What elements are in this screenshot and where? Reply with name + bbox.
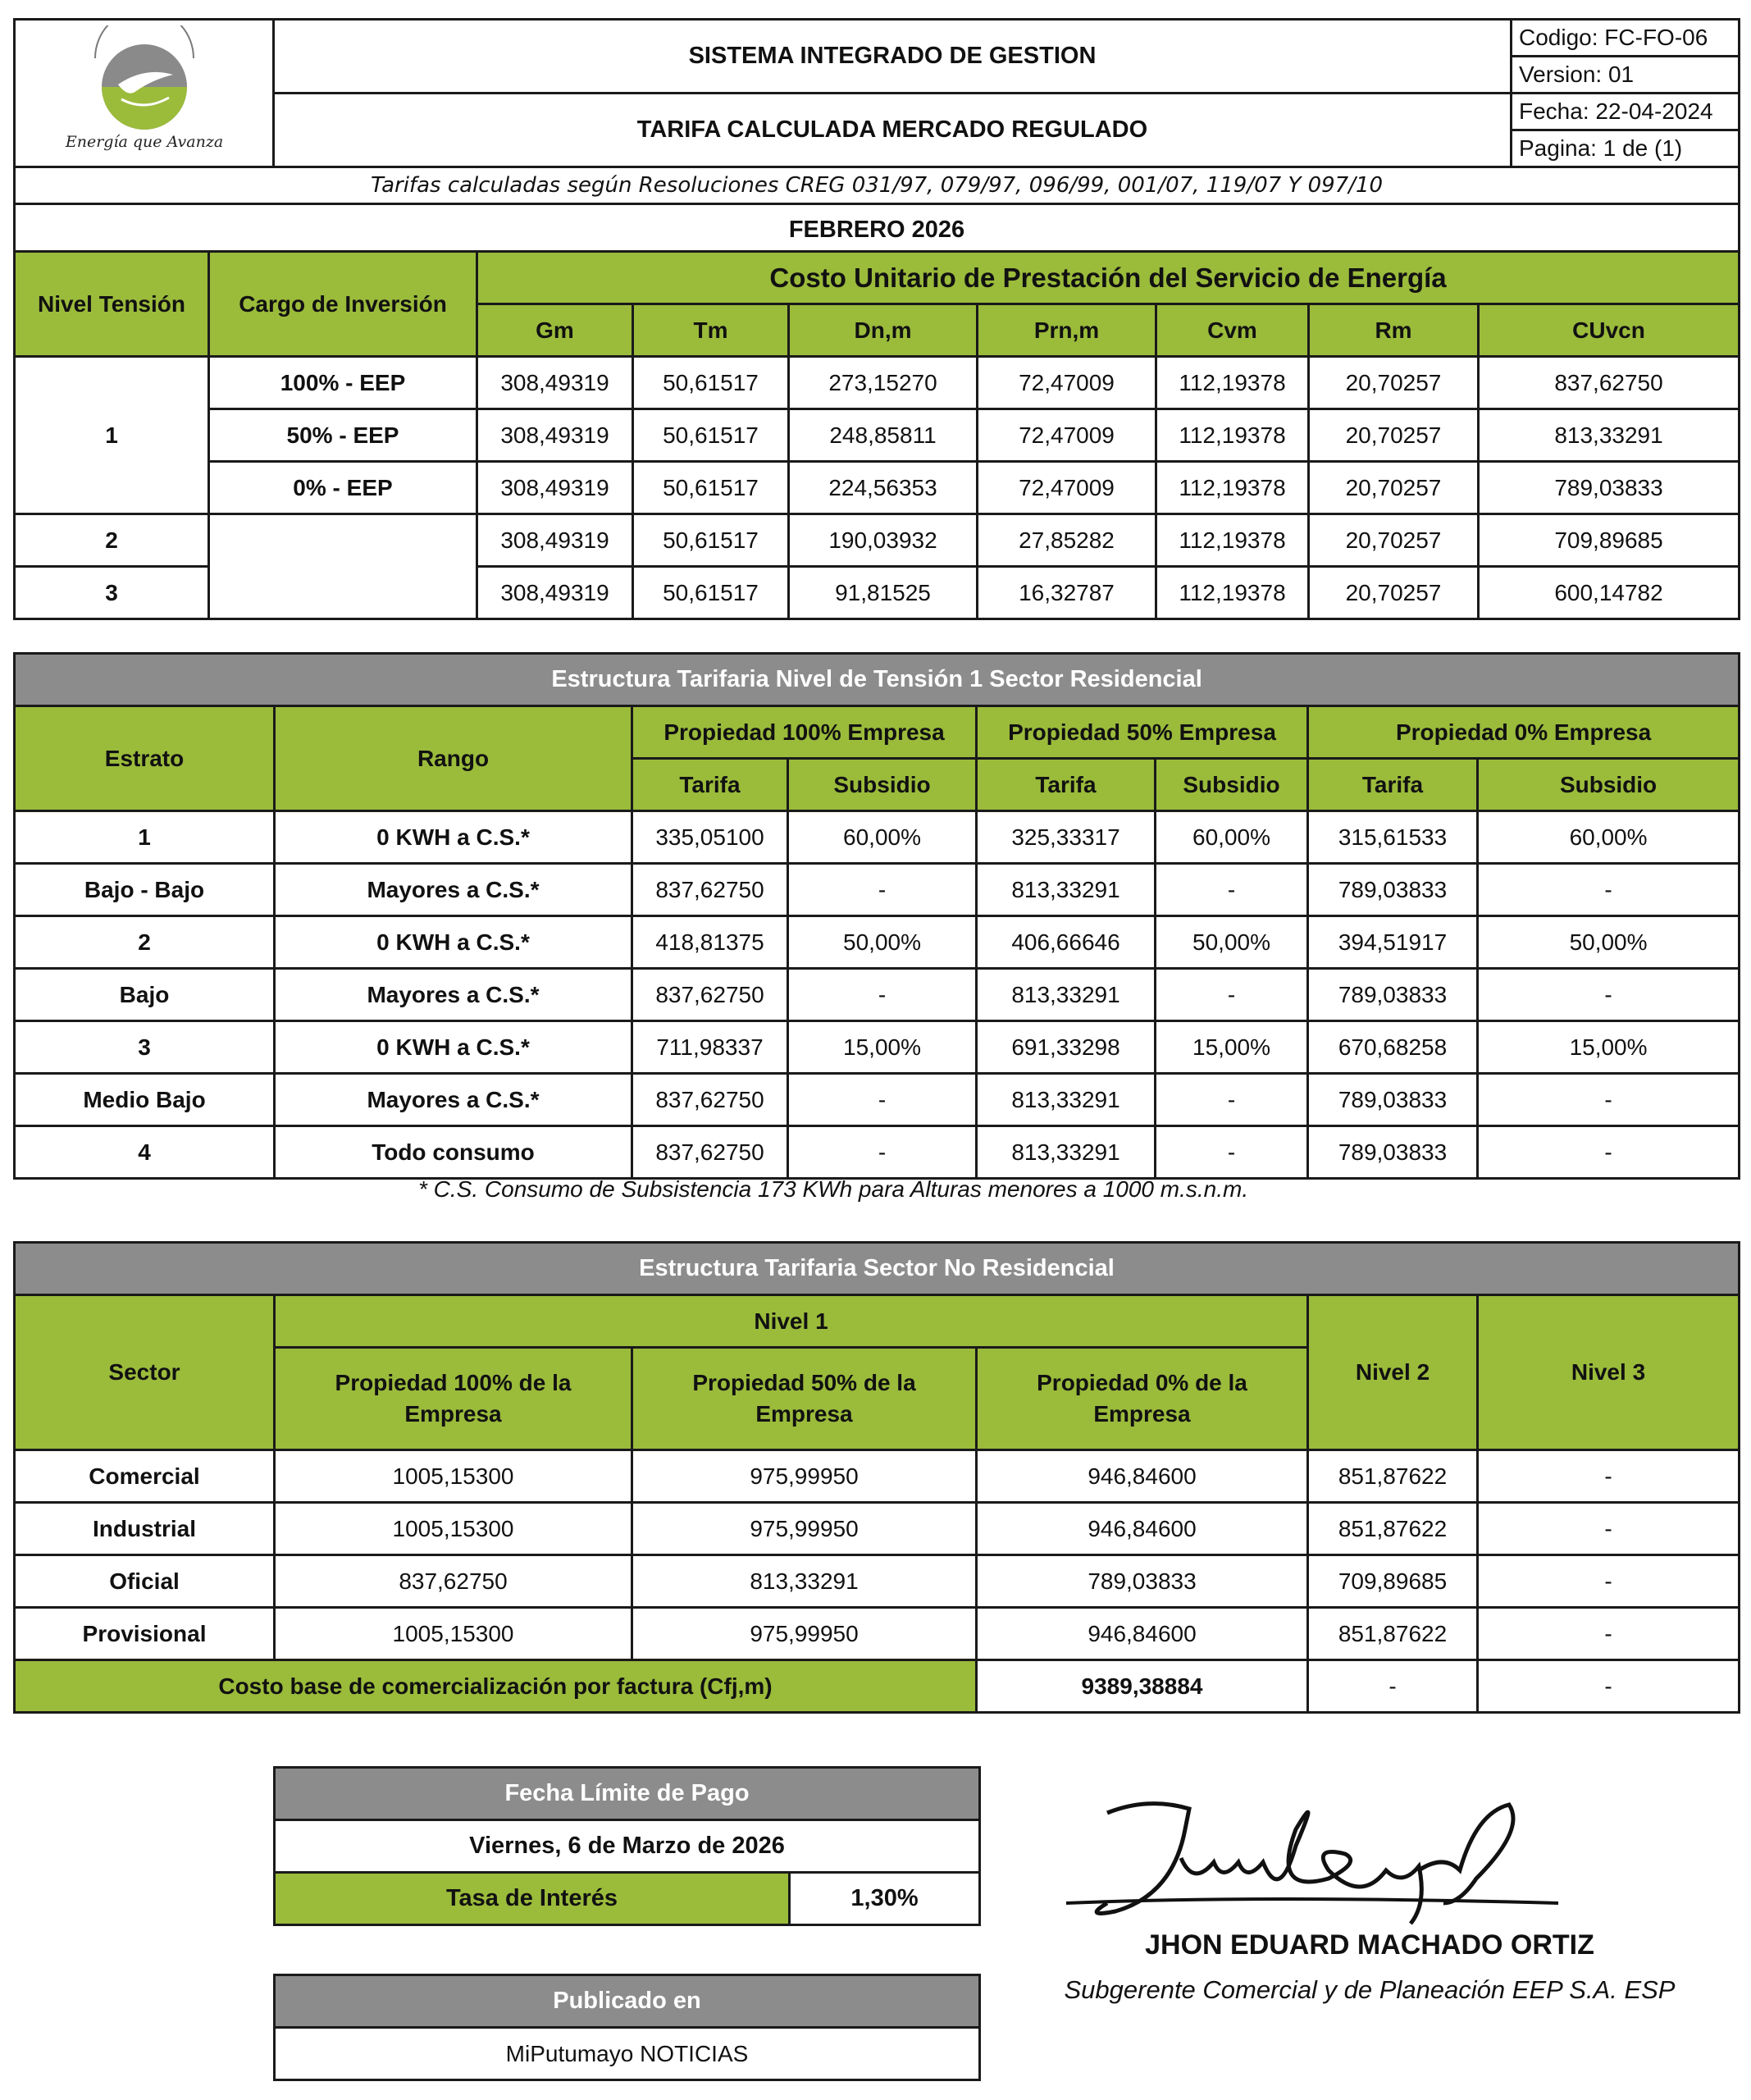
value-cell: 837,62750 xyxy=(1479,357,1740,409)
col-tm: Tm xyxy=(633,304,789,357)
meta-block-top xyxy=(1512,20,1740,94)
group-prop100: Propiedad 100% Empresa xyxy=(632,706,977,759)
value-cell: 20,70257 xyxy=(1309,409,1479,462)
col-subsidio: Subsidio xyxy=(1478,759,1740,811)
col-nivel1: Nivel 1 xyxy=(275,1295,1308,1348)
value-cell: 789,03833 xyxy=(977,1555,1308,1608)
fecha-limite-pago-table xyxy=(273,1766,981,1926)
col-subsidio: Subsidio xyxy=(788,759,977,811)
value-cell: 789,03833 xyxy=(1308,1126,1478,1179)
value-cell: 20,70257 xyxy=(1309,462,1479,514)
value-cell: - xyxy=(1156,1126,1308,1179)
value-cell: - xyxy=(1478,1555,1740,1608)
sector-cell: Comercial xyxy=(15,1450,275,1503)
value-cell: 50,00% xyxy=(1478,916,1740,969)
fecha-label: Fecha: 22-04-2024 xyxy=(1512,94,1738,131)
residencial-title: Estructura Tarifaria Nivel de Tensión 1 Sector Residencial xyxy=(15,654,1740,706)
value-cell: 50,61517 xyxy=(633,514,789,567)
value-cell: 711,98337 xyxy=(632,1021,788,1074)
table-row xyxy=(15,1608,1740,1660)
value-cell: 813,33291 xyxy=(977,864,1156,916)
value-cell: 1005,15300 xyxy=(275,1608,632,1660)
value-cell: 709,89685 xyxy=(1479,514,1740,567)
col-dnm: Dn,m xyxy=(789,304,978,357)
value-cell: 813,33291 xyxy=(977,969,1156,1021)
value-cell: 851,87622 xyxy=(1308,1450,1478,1503)
estrato-cell: Bajo xyxy=(15,969,275,1021)
col-gm: Gm xyxy=(477,304,633,357)
tasa-label: Tasa de Interés xyxy=(275,1873,790,1925)
col-subsidio: Subsidio xyxy=(1156,759,1308,811)
publicado-table xyxy=(273,1974,981,2081)
value-cell: 60,00% xyxy=(1156,811,1308,864)
value-cell: 813,33291 xyxy=(977,1126,1156,1179)
rango-cell: 0 KWH a C.S.* xyxy=(275,811,632,864)
version-label: Version: 01 xyxy=(1519,62,1635,87)
value-cell: 50,00% xyxy=(788,916,977,969)
table-row xyxy=(15,811,1740,864)
rango-cell: Mayores a C.S.* xyxy=(275,864,632,916)
group-prop0: Propiedad 0% Empresa xyxy=(1308,706,1740,759)
doc-title: TARIFA CALCULADA MERCADO REGULADO xyxy=(274,94,1512,167)
value-cell: 851,87622 xyxy=(1308,1608,1478,1660)
value-cell: 308,49319 xyxy=(477,462,633,514)
col-nivel3: Nivel 3 xyxy=(1478,1295,1740,1450)
codigo-label: Codigo: FC-FO-06 xyxy=(1512,21,1738,57)
value-cell: 50,61517 xyxy=(633,462,789,514)
resoluciones-note: Tarifas calculadas según Resoluciones CREG 031/97, 079/97, 096/99, 001/07, 119/07 Y 097/10 xyxy=(15,167,1740,204)
value-cell: 946,84600 xyxy=(977,1608,1308,1660)
signature-icon xyxy=(1017,1780,1722,1928)
value-cell: 27,85282 xyxy=(978,514,1156,567)
signer-title: Subgerente Comercial y de Planeación EEP S.A. ESP xyxy=(1064,1975,1676,2004)
table-row xyxy=(15,1074,1740,1126)
cargo-cell-empty xyxy=(209,514,477,619)
cargo-cell: 50% - EEP xyxy=(209,409,477,462)
cargo-cell: 0% - EEP xyxy=(209,462,477,514)
rango-cell: Todo consumo xyxy=(275,1126,632,1179)
publicado-medio: MiPutumayo NOTICIAS xyxy=(275,2028,980,2080)
tasa-value: 1,30% xyxy=(790,1873,980,1925)
no-residencial-title: Estructura Tarifaria Sector No Residencial xyxy=(15,1243,1740,1295)
col-prnm: Prn,m xyxy=(978,304,1156,357)
col-estrato: Estrato xyxy=(15,706,275,811)
value-cell: 946,84600 xyxy=(977,1503,1308,1555)
table-row xyxy=(15,1126,1740,1179)
value-cell: 851,87622 xyxy=(1308,1503,1478,1555)
col-nivel-tension: Nivel Tensión xyxy=(15,252,209,357)
value-cell: - xyxy=(788,864,977,916)
estrato-cell: Medio Bajo xyxy=(15,1074,275,1126)
pagina-label: Pagina: 1 de (1) xyxy=(1519,135,1683,161)
value-cell: 325,33317 xyxy=(977,811,1156,864)
estrato-cell: 1 xyxy=(15,811,275,864)
cargo-cell: 100% - EEP xyxy=(209,357,477,409)
cfj-value: 9389,38884 xyxy=(977,1660,1308,1713)
col-rm: Rm xyxy=(1309,304,1479,357)
value-cell: - xyxy=(1156,864,1308,916)
pago-title: Fecha Límite de Pago xyxy=(275,1768,980,1820)
table-row xyxy=(15,409,1740,462)
svg-text:Energía que Avanza: Energía que Avanza xyxy=(65,133,223,151)
table-row xyxy=(15,462,1740,514)
sector-cell: Oficial xyxy=(15,1555,275,1608)
value-cell: 946,84600 xyxy=(977,1450,1308,1503)
value-cell: 20,70257 xyxy=(1309,567,1479,619)
value-cell: 112,19378 xyxy=(1156,567,1309,619)
value-cell: - xyxy=(1156,969,1308,1021)
nivel-cell: 1 xyxy=(15,357,209,514)
value-cell: 91,81525 xyxy=(789,567,978,619)
col-nivel2: Nivel 2 xyxy=(1308,1295,1478,1450)
value-cell: 60,00% xyxy=(1478,811,1740,864)
value-cell: 308,49319 xyxy=(477,357,633,409)
estrato-cell: 4 xyxy=(15,1126,275,1179)
col-cvm: Cvm xyxy=(1156,304,1309,357)
system-title: SISTEMA INTEGRADO DE GESTION xyxy=(274,20,1512,94)
value-cell: 112,19378 xyxy=(1156,357,1309,409)
document-header xyxy=(13,18,1740,257)
table-row xyxy=(15,357,1740,409)
signer-name: JHON EDUARD MACHADO ORTIZ xyxy=(1145,1929,1594,1961)
value-cell: 50,61517 xyxy=(633,409,789,462)
value-cell: - xyxy=(788,1126,977,1179)
no-residencial-table xyxy=(13,1241,1740,1714)
value-cell: 60,00% xyxy=(788,811,977,864)
value-cell: - xyxy=(1478,969,1740,1021)
cfj-label: Costo base de comercialización por factura (Cfj,m) xyxy=(15,1660,977,1713)
value-cell: 112,19378 xyxy=(1156,514,1309,567)
table-row xyxy=(15,1450,1740,1503)
value-cell: 190,03932 xyxy=(789,514,978,567)
value-cell: 273,15270 xyxy=(789,357,978,409)
value-cell: - xyxy=(1156,1074,1308,1126)
table-row xyxy=(15,514,1740,567)
value-cell: 837,62750 xyxy=(632,1074,788,1126)
value-cell: - xyxy=(1478,864,1740,916)
value-cell: 20,70257 xyxy=(1309,514,1479,567)
table-row xyxy=(15,1555,1740,1608)
rango-cell: 0 KWH a C.S.* xyxy=(275,916,632,969)
value-cell: 335,05100 xyxy=(632,811,788,864)
value-cell: 112,19378 xyxy=(1156,409,1309,462)
table-row xyxy=(15,916,1740,969)
value-cell: 789,03833 xyxy=(1308,1074,1478,1126)
value-cell: - xyxy=(788,969,977,1021)
col-tarifa: Tarifa xyxy=(632,759,788,811)
col-cargo-inversion: Cargo de Inversión xyxy=(209,252,477,357)
cfj-nivel3: - xyxy=(1478,1660,1740,1713)
rango-cell: Mayores a C.S.* xyxy=(275,1074,632,1126)
value-cell: 315,61533 xyxy=(1308,811,1478,864)
value-cell: 975,99950 xyxy=(632,1503,977,1555)
value-cell: 837,62750 xyxy=(632,1126,788,1179)
value-cell: 837,62750 xyxy=(275,1555,632,1608)
sector-cell: Industrial xyxy=(15,1503,275,1555)
value-cell: - xyxy=(1478,1450,1740,1503)
table-row xyxy=(15,1021,1740,1074)
value-cell: 1005,15300 xyxy=(275,1503,632,1555)
value-cell: 394,51917 xyxy=(1308,916,1478,969)
value-cell: 418,81375 xyxy=(632,916,788,969)
value-cell: 813,33291 xyxy=(977,1074,1156,1126)
value-cell: 15,00% xyxy=(1478,1021,1740,1074)
publicado-title: Publicado en xyxy=(275,1975,980,2028)
value-cell: 691,33298 xyxy=(977,1021,1156,1074)
value-cell: 406,66646 xyxy=(977,916,1156,969)
nivel-cell: 3 xyxy=(15,567,209,619)
value-cell: 670,68258 xyxy=(1308,1021,1478,1074)
table-row xyxy=(15,969,1740,1021)
cfj-nivel2: - xyxy=(1308,1660,1478,1713)
value-cell: 72,47009 xyxy=(978,462,1156,514)
nivel-cell: 2 xyxy=(15,514,209,567)
value-cell: 15,00% xyxy=(1156,1021,1308,1074)
value-cell: 308,49319 xyxy=(477,514,633,567)
value-cell: 224,56353 xyxy=(789,462,978,514)
cu-group-title: Costo Unitario de Prestación del Servicio de Energía xyxy=(477,252,1740,304)
value-cell: - xyxy=(1478,1074,1740,1126)
estrato-cell: 2 xyxy=(15,916,275,969)
value-cell: 112,19378 xyxy=(1156,462,1309,514)
value-cell: 789,03833 xyxy=(1308,969,1478,1021)
value-cell: - xyxy=(1478,1608,1740,1660)
value-cell: 15,00% xyxy=(788,1021,977,1074)
meta-block-bottom xyxy=(1512,94,1740,167)
value-cell: 72,47009 xyxy=(978,409,1156,462)
value-cell: 813,33291 xyxy=(1479,409,1740,462)
value-cell: 50,61517 xyxy=(633,567,789,619)
costo-unitario-table xyxy=(13,250,1740,620)
value-cell: 837,62750 xyxy=(632,864,788,916)
period-title: FEBRERO 2026 xyxy=(15,204,1740,256)
group-prop50: Propiedad 50% Empresa xyxy=(977,706,1308,759)
col-tarifa: Tarifa xyxy=(977,759,1156,811)
col-prop100: Propiedad 100% de la Empresa xyxy=(275,1348,632,1450)
logo-icon xyxy=(54,25,235,157)
value-cell: 600,14782 xyxy=(1479,567,1740,619)
value-cell: 975,99950 xyxy=(632,1608,977,1660)
rango-cell: 0 KWH a C.S.* xyxy=(275,1021,632,1074)
value-cell: 50,00% xyxy=(1156,916,1308,969)
value-cell: 789,03833 xyxy=(1479,462,1740,514)
col-sector: Sector xyxy=(15,1295,275,1450)
table-row xyxy=(15,864,1740,916)
value-cell: 16,32787 xyxy=(978,567,1156,619)
col-prop50: Propiedad 50% de la Empresa xyxy=(632,1348,977,1450)
table-row xyxy=(15,1503,1740,1555)
residencial-table xyxy=(13,652,1740,1180)
value-cell: 248,85811 xyxy=(789,409,978,462)
pago-date: Viernes, 6 de Marzo de 2026 xyxy=(275,1820,980,1873)
value-cell: 1005,15300 xyxy=(275,1450,632,1503)
col-rango: Rango xyxy=(275,706,632,811)
sector-cell: Provisional xyxy=(15,1608,275,1660)
col-cuvcn: CUvcn xyxy=(1479,304,1740,357)
value-cell: - xyxy=(1478,1126,1740,1179)
estrato-cell: 3 xyxy=(15,1021,275,1074)
estrato-cell: Bajo - Bajo xyxy=(15,864,275,916)
cs-footnote: * C.S. Consumo de Subsistencia 173 KWh para Alturas menores a 1000 m.s.n.m. xyxy=(418,1176,1249,1202)
value-cell: - xyxy=(788,1074,977,1126)
value-cell: 789,03833 xyxy=(1308,864,1478,916)
value-cell: 72,47009 xyxy=(978,357,1156,409)
value-cell: 308,49319 xyxy=(477,409,633,462)
col-prop0: Propiedad 0% de la Empresa xyxy=(977,1348,1308,1450)
value-cell: 50,61517 xyxy=(633,357,789,409)
value-cell: - xyxy=(1478,1503,1740,1555)
rango-cell: Mayores a C.S.* xyxy=(275,969,632,1021)
value-cell: 308,49319 xyxy=(477,567,633,619)
value-cell: 813,33291 xyxy=(632,1555,977,1608)
value-cell: 20,70257 xyxy=(1309,357,1479,409)
company-logo xyxy=(15,20,274,167)
col-tarifa: Tarifa xyxy=(1308,759,1478,811)
value-cell: 837,62750 xyxy=(632,969,788,1021)
cfj-row xyxy=(15,1660,1740,1713)
value-cell: 975,99950 xyxy=(632,1450,977,1503)
value-cell: 709,89685 xyxy=(1308,1555,1478,1608)
